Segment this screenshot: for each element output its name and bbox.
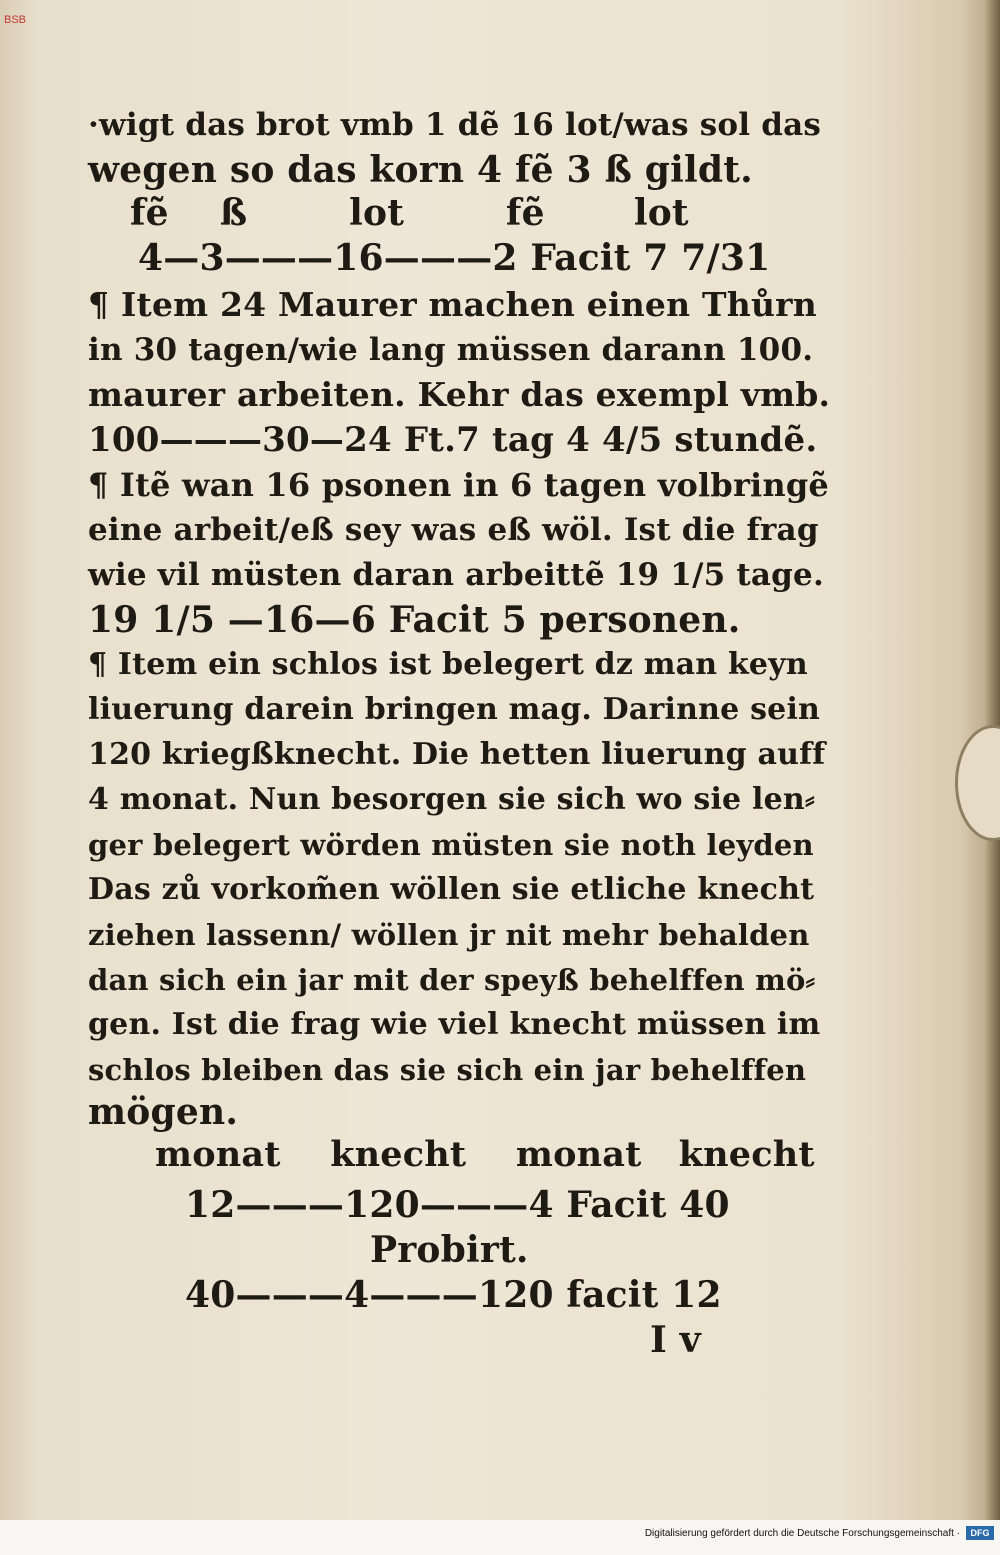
text-line: wegen so das korn 4 fẽ 3 ß gildt. bbox=[88, 149, 753, 191]
text-line: wie vil müsten daran arbeittẽ 19 1/5 tage. bbox=[88, 557, 824, 593]
text-line: 40———4———120 facit 12 bbox=[185, 1274, 722, 1316]
dfg-logo: DFG bbox=[966, 1526, 994, 1540]
text-line: 100———30—24 Ft.7 tag 4 4/5 stundẽ. bbox=[88, 420, 818, 460]
text-line: dan sich ein jar mit der speyß behelffen mö⸗ bbox=[88, 963, 816, 997]
text-line: Probirt. bbox=[370, 1229, 529, 1271]
text-line: fẽ ß lot fẽ lot bbox=[130, 192, 689, 234]
text-line: ·wigt das brot vmb 1 dẽ 16 lot/was sol das bbox=[88, 107, 822, 143]
footer-credit: Digitalisierung gefördert durch die Deutsche Forschungsgemeinschaft · bbox=[644, 1528, 960, 1539]
text-line: eine arbeit/eß sey was eß wöl. Ist die frag bbox=[88, 512, 819, 548]
signature-mark: I v bbox=[650, 1319, 701, 1361]
text-line: 120 kriegßknecht. Die hetten liuerung auff bbox=[88, 737, 826, 772]
text-line: in 30 tagen/wie lang müssen darann 100. bbox=[88, 332, 814, 368]
text-line: mögen. bbox=[88, 1091, 239, 1133]
text-line: ¶ Item ein schlos ist belegert dz man keyn bbox=[88, 647, 808, 682]
text-line: gen. Ist die frag wie viel knecht müssen im bbox=[88, 1007, 821, 1042]
text-line: 4—3———16———2 Facit 7 7/31 bbox=[138, 237, 771, 279]
bsb-watermark: BSB bbox=[4, 14, 27, 26]
text-line: ger belegert wörden müsten sie noth leyden bbox=[88, 828, 814, 862]
text-line: ziehen lassenn/ wöllen jr nit mehr behalden bbox=[88, 918, 810, 952]
text-line: maurer arbeiten. Kehr das exempl vmb. bbox=[88, 375, 831, 414]
text-line: 4 monat. Nun besorgen sie sich wo sie len⸗ bbox=[88, 782, 816, 817]
text-line: ¶ Item 24 Maurer machen einen Thůrn bbox=[88, 285, 817, 324]
text-line: 19 1/5 —16—6 Facit 5 personen. bbox=[88, 599, 741, 641]
text-line: liuerung darein bringen mag. Darinne sein bbox=[88, 692, 821, 727]
text-line: monat knecht monat knecht bbox=[155, 1134, 815, 1175]
text-line: schlos bleiben das sie sich ein jar behelffen bbox=[88, 1053, 807, 1087]
text-line: ¶ Itẽ wan 16 psonen in 6 tagen volbringẽ bbox=[88, 466, 829, 504]
text-line: 12———120———4 Facit 40 bbox=[185, 1184, 730, 1226]
text-line: Das zů vorkom̃en wöllen sie etliche knecht bbox=[88, 872, 815, 907]
